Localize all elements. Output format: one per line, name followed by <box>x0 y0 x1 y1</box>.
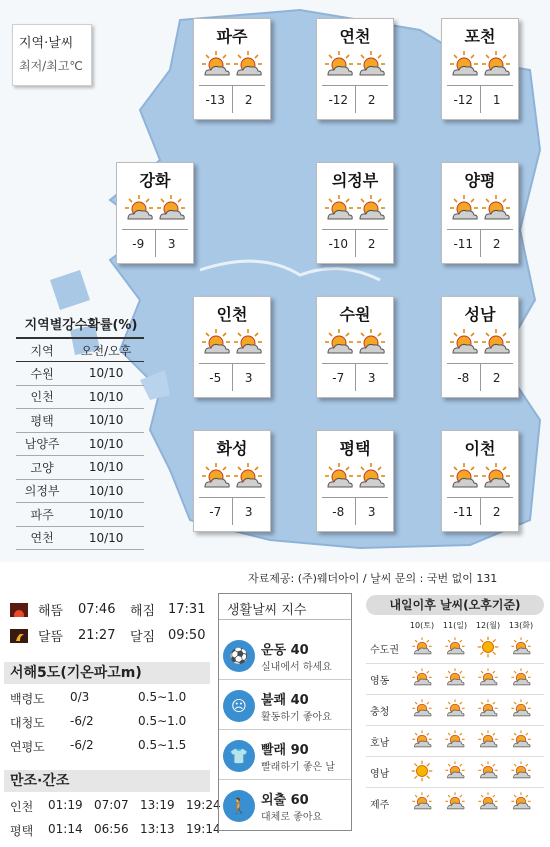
city-card <box>316 18 394 120</box>
partly-cloudy-icon <box>355 49 387 81</box>
partly-cloudy-icon <box>448 461 480 493</box>
city-low-temp: -13 <box>199 86 233 113</box>
sea-temp: 0/3 <box>70 690 90 704</box>
city-name: 연천 <box>339 27 371 46</box>
partly-cloudy-icon <box>480 49 512 81</box>
rain-region: 고양 <box>16 456 68 480</box>
partly-cloudy-icon <box>510 636 532 658</box>
city-high-temp: 2 <box>492 371 501 385</box>
city-card <box>193 430 271 532</box>
city-card <box>316 430 394 532</box>
partly-cloudy-icon <box>477 760 499 782</box>
table-row <box>16 479 144 503</box>
city-low-temp: -11 <box>447 230 481 257</box>
list-item <box>10 822 221 839</box>
list-item <box>10 798 221 815</box>
city-high-temp: 2 <box>492 237 501 251</box>
partly-cloudy-icon <box>200 327 232 359</box>
city-card <box>441 162 519 264</box>
forecast-region: 제주 <box>370 800 390 811</box>
rain-value: 10/10 <box>68 503 144 527</box>
life-index-title: 생활날씨 지수 <box>219 594 351 620</box>
partly-cloudy-icon <box>200 461 232 493</box>
city-high-temp: 3 <box>367 505 376 519</box>
sea-island: 대청도 <box>10 716 45 730</box>
sunrise-time: 07:46 <box>78 602 116 617</box>
moonrise-icon <box>10 629 28 643</box>
laundry-icon: 👕 <box>223 740 255 772</box>
forecast-region: 영남 <box>370 769 390 780</box>
seas-title: 서해5도(기온파고m) <box>4 662 210 684</box>
outing-icon: 🚶 <box>223 790 255 822</box>
partly-cloudy-icon <box>323 327 355 359</box>
partly-cloudy-icon <box>510 729 532 751</box>
life-desc: 실내에서 하세요 <box>261 661 332 673</box>
sea-temp: -6/2 <box>70 714 94 728</box>
life-desc: 활동하기 좋아요 <box>261 711 332 723</box>
partly-cloudy-icon <box>444 760 466 782</box>
tide-time: 13:13 <box>140 822 175 836</box>
rain-value: 10/10 <box>68 456 144 480</box>
life-desc: 대체로 좋아요 <box>261 812 323 823</box>
forecast-region: 충청 <box>370 707 390 718</box>
city-high-temp: 2 <box>367 237 376 251</box>
partly-cloudy-icon <box>444 698 466 720</box>
forecast-day: 12(월) <box>475 621 501 630</box>
exercise-icon: ⚽ <box>223 640 255 672</box>
forecast-region: 영동 <box>370 676 390 687</box>
partly-cloudy-icon <box>411 729 433 751</box>
life-name: 외출 60 <box>261 793 309 808</box>
city-name: 평택 <box>339 439 371 458</box>
city-high-temp: 1 <box>492 93 501 107</box>
sunrise-icon <box>10 603 28 617</box>
city-low-temp: -7 <box>322 364 356 391</box>
table-row <box>16 362 144 386</box>
partly-cloudy-icon <box>232 327 264 359</box>
partly-cloudy-icon <box>510 791 532 813</box>
city-low-temp: -12 <box>447 86 481 113</box>
rain-value: 10/10 <box>68 526 144 550</box>
tides-title: 만조·간조 <box>4 770 210 792</box>
partly-cloudy-icon <box>477 791 499 813</box>
moonrise-time: 21:27 <box>78 628 116 643</box>
forecast-day: 11(일) <box>442 621 468 630</box>
partly-cloudy-icon <box>355 327 387 359</box>
partly-cloudy-icon <box>510 698 532 720</box>
rain-value: 10/10 <box>68 409 144 433</box>
life-name: 빨래 90 <box>261 742 309 758</box>
city-high-temp: 2 <box>244 93 253 107</box>
partly-cloudy-icon <box>480 461 512 493</box>
moonrise-label: 달뜸 <box>38 630 64 645</box>
partly-cloudy-icon <box>355 193 387 225</box>
partly-cloudy-icon <box>411 791 433 813</box>
rain-prob-title: 지역별강수확률(%) <box>24 318 138 333</box>
tide-time: 07:07 <box>94 798 129 812</box>
partly-cloudy-icon <box>200 49 232 81</box>
city-high-temp: 3 <box>167 237 176 251</box>
partly-cloudy-icon <box>411 698 433 720</box>
table-row <box>16 456 144 480</box>
sun-row <box>10 600 205 619</box>
tide-time: 19:24 <box>186 798 221 812</box>
city-high-temp: 3 <box>244 505 253 519</box>
partly-cloudy-icon <box>448 327 480 359</box>
city-name: 파주 <box>216 27 248 46</box>
partly-cloudy-icon <box>444 636 466 658</box>
partly-cloudy-icon <box>448 193 480 225</box>
forecast-region: 호남 <box>370 738 390 749</box>
rain-value: 10/10 <box>68 362 144 386</box>
table-row <box>16 526 144 550</box>
partly-cloudy-icon <box>444 791 466 813</box>
rain-region: 남양주 <box>16 432 68 456</box>
city-name: 수원 <box>339 305 371 324</box>
city-name: 인천 <box>216 305 248 324</box>
list-item <box>219 682 351 730</box>
city-high-temp: 2 <box>367 93 376 107</box>
sunset-label: 해짐 <box>130 604 156 619</box>
forecast-day: 13(화) <box>508 621 534 630</box>
life-index-panel <box>218 593 352 831</box>
partly-cloudy-icon <box>323 193 355 225</box>
partly-cloudy-icon <box>477 698 499 720</box>
city-card <box>193 18 271 120</box>
list-item <box>10 714 186 731</box>
rain-value: 10/10 <box>68 479 144 503</box>
tide-time: 06:56 <box>94 822 129 836</box>
rain-header-ampm: 오전/오후 <box>68 338 144 362</box>
divider <box>366 725 544 726</box>
city-high-temp: 3 <box>367 371 376 385</box>
city-name: 양평 <box>464 171 496 190</box>
rain-region: 연천 <box>16 526 68 550</box>
city-name: 강화 <box>139 171 171 190</box>
list-item <box>10 738 186 755</box>
partly-cloudy-icon <box>123 193 155 225</box>
divider <box>366 756 544 757</box>
rain-value: 10/10 <box>68 385 144 409</box>
table-row <box>16 409 144 433</box>
table-row <box>16 432 144 456</box>
city-card <box>441 18 519 120</box>
partly-cloudy-icon <box>477 729 499 751</box>
rain-region: 파주 <box>16 503 68 527</box>
city-card <box>316 162 394 264</box>
rain-region: 의정부 <box>16 479 68 503</box>
sunny-icon <box>411 760 433 782</box>
partly-cloudy-icon <box>232 49 264 81</box>
partly-cloudy-icon <box>232 461 264 493</box>
tide-place: 평택 <box>10 824 34 838</box>
city-card <box>193 296 271 398</box>
legend-line-2: 최저/최고℃ <box>19 59 83 73</box>
city-low-temp: -8 <box>447 364 481 391</box>
forecast-title: 내일이후 날씨(오후기준) <box>366 595 544 615</box>
city-name: 의정부 <box>331 171 379 190</box>
life-name: 운동 40 <box>261 642 309 658</box>
sunrise-label: 해뜸 <box>38 604 64 619</box>
city-low-temp: -12 <box>322 86 356 113</box>
partly-cloudy-icon <box>155 193 187 225</box>
city-card <box>116 162 194 264</box>
list-item <box>219 632 351 680</box>
city-low-temp: -8 <box>322 498 356 525</box>
divider <box>366 787 544 788</box>
rain-region: 인천 <box>16 385 68 409</box>
sea-island: 연평도 <box>10 740 45 754</box>
list-item <box>219 732 351 780</box>
rain-value: 10/10 <box>68 432 144 456</box>
partly-cloudy-icon <box>323 49 355 81</box>
tide-time: 19:14 <box>186 822 221 836</box>
forecast-day: 10(토) <box>409 621 435 630</box>
partly-cloudy-icon <box>448 49 480 81</box>
life-desc: 빨래하기 좋은 날 <box>261 761 335 773</box>
discomfort-icon: ☹ <box>223 690 255 722</box>
partly-cloudy-icon <box>444 729 466 751</box>
rain-header-region: 지역 <box>16 338 68 362</box>
city-low-temp: -7 <box>199 498 233 525</box>
city-high-temp: 2 <box>492 505 501 519</box>
divider <box>366 663 544 664</box>
partly-cloudy-icon <box>510 667 532 689</box>
partly-cloudy-icon <box>444 667 466 689</box>
partly-cloudy-icon <box>480 327 512 359</box>
partly-cloudy-icon <box>510 760 532 782</box>
city-high-temp: 3 <box>244 371 253 385</box>
city-name: 이천 <box>464 439 496 458</box>
data-source-note: 자료제공: (주)웨더아이 / 날씨 문의 : 국번 없이 131 <box>248 572 498 585</box>
moonset-time: 09:50 <box>168 628 206 643</box>
partly-cloudy-icon <box>323 461 355 493</box>
list-item <box>10 690 186 707</box>
city-low-temp: -10 <box>322 230 356 257</box>
sea-wave: 0.5∼1.0 <box>138 690 187 704</box>
city-name: 성남 <box>464 305 496 324</box>
moon-row <box>10 626 205 645</box>
divider <box>366 694 544 695</box>
city-name: 포천 <box>464 27 496 46</box>
tide-time: 01:14 <box>48 822 83 836</box>
rain-region: 평택 <box>16 409 68 433</box>
partly-cloudy-icon <box>411 636 433 658</box>
table-row <box>16 385 144 409</box>
city-low-temp: -11 <box>447 498 481 525</box>
city-card <box>441 430 519 532</box>
partly-cloudy-icon <box>477 667 499 689</box>
table-row <box>16 503 144 527</box>
city-low-temp: -5 <box>199 364 233 391</box>
sea-island: 백령도 <box>10 692 45 706</box>
city-low-temp: -9 <box>122 230 156 257</box>
city-name: 화성 <box>216 439 248 458</box>
map-legend <box>12 24 92 86</box>
sea-temp: -6/2 <box>70 738 94 752</box>
tide-place: 인천 <box>10 800 34 814</box>
sea-wave: 0.5∼1.0 <box>138 714 187 728</box>
tide-time: 01:19 <box>48 798 83 812</box>
partly-cloudy-icon <box>480 193 512 225</box>
rain-region: 수원 <box>16 362 68 386</box>
list-item <box>219 782 351 830</box>
partly-cloudy-icon <box>411 667 433 689</box>
legend-line-1: 지역·날씨 <box>19 36 74 51</box>
life-name: 불쾌 40 <box>261 692 309 708</box>
sunset-time: 17:31 <box>168 602 206 617</box>
city-card <box>441 296 519 398</box>
city-card <box>316 296 394 398</box>
moonset-label: 달짐 <box>130 630 156 645</box>
sunny-icon <box>477 636 499 658</box>
rain-prob-table <box>16 337 144 550</box>
forecast-region: 수도권 <box>370 645 399 656</box>
tide-time: 13:19 <box>140 798 175 812</box>
partly-cloudy-icon <box>355 461 387 493</box>
sea-wave: 0.5∼1.5 <box>138 738 187 752</box>
